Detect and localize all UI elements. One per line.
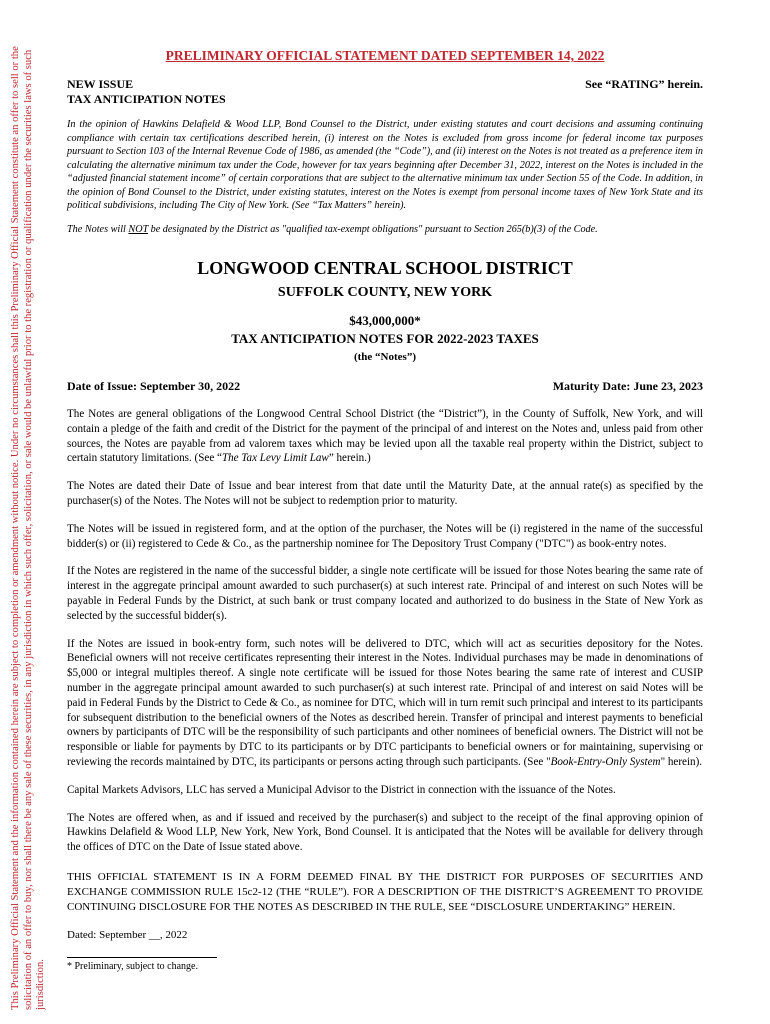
tax-opinion-paragraph: In the opinion of Hawkins Delafield & Wood LLP, Bond Counsel to the District, under existing statutes and court decisions and assuming continuing compliance with certain tax certifications described herein, (i) interest on the Notes is excluded from gross income for federal income tax purposes pursuant to Section 103 of the Internal Revenue Code of 1986, as amended (the “Code”), and (ii) interest on the Notes is not treated as a preference item in calculating the alternative minimum tax under the Code, however for tax years beginning after December 31, 2022, interest on the Notes is included in the “adjusted financial statement income” of certain corporations that are subject to the alternative minimum tax under Section 55 of the Code. In addition, in the opinion of Bond Counsel to the District, under existing statutes, interest on the Notes is exempt from personal income taxes of New York State and its political subdivisions, including The City of New York. (See “Tax Matters” herein).: [67, 119, 703, 211]
p1-italic: The Tax Levy Limit Law: [221, 452, 329, 465]
paragraph-book-entry: [67, 637, 703, 770]
issue-labels: [67, 77, 226, 106]
paragraph-certificate: If the Notes are registered in the name of the successful bidder, a single note certificate will be issued for those Notes bearing the same rate of interest in the aggregate principal amount awarded to such purchaser(s) at such interest rate. Principal of and interest on such Notes will be payable in Federal Funds by the District, at such bank or trust company located and authorized to do business in the State of New York as selected by the successful bidder(s).: [67, 565, 703, 622]
p1-text: The Notes are general obligations of the Longwood Central School District (the “District”), in the County of Suffolk, New York, and will contain a pledge of the faith and credit of the District for the payment of the principal of and interest on the Notes and, unless paid from other sources, the Notes are payable from ad valorem taxes which may be levied upon all the taxable real property within the District, subject to certain statutory limitations. (See “: [67, 408, 703, 465]
maturity-date: Maturity Date: June 23, 2023: [552, 379, 703, 393]
document-page: [67, 48, 703, 972]
paragraph-final-form: THIS OFFICIAL STATEMENT IS IN A FORM DEEMED FINAL BY THE DISTRICT FOR PURPOSES OF SECURITIES AND EXCHANGE COMMISSION RULE 15c2-12 (THE “RULE”). FOR A DESCRIPTION OF THE DISTRICT’S AGREEMENT TO PROVIDE CONTINUING DISCLOSURE FOR THE NOTES AS DESCRIBED IN THE RULE, SEE “DISCLOSURE UNDERTAKING” HEREIN.: [67, 870, 703, 913]
issue-row: [67, 77, 703, 106]
p5-text: If the Notes are issued in book-entry form, such notes will be delivered to DTC, which will act as securities depository for the Notes. Beneficial owners will not receive certificates representing their interest in the Notes. Individual purchases may be made in denominations of $5,000 or integral multiples thereof. A single note certificate will be issued for those Notes bearing the same rate of interest and CUSIP number in the aggregate principal amount awarded to such purchaser(s) at such interest rate. Principal of and interest on said Notes will be paid in Federal Funds by the District to Cede & Co., as nominee for DTC, which will in turn remit such principal and interest to its participants for subsequent distribution to the beneficial owners of the Notes as described herein. Transfer of principal and interest payments to beneficial owners by participants of DTC will be the responsibility of such participants and other nominees of beneficial owners. The District will not be responsible or liable for payments by DTC to its participants or by DTC participants to beneficial owners or for maintaining, supervising or reviewing the records maintained by DTC, its participants or persons acting through such participants. (See ": [67, 637, 703, 768]
p1-end: ” herein.): [328, 452, 371, 465]
paragraph-advisor: Capital Markets Advisors, LLC has served a Municipal Advisor to the District in connection with the issuance of the Notes.: [67, 783, 616, 796]
sidebar-disclaimer: [10, 0, 70, 1024]
rating-note: See “RATING” herein.: [585, 77, 703, 91]
footnote-rule: [67, 957, 217, 958]
footnote: * Preliminary, subject to change.: [67, 961, 198, 973]
paragraph-dated: The Notes are dated their Date of Issue and bear interest from that date until the Maturity Date, at the annual rate(s) as specified by the purchaser(s) of the Notes. The Notes will not be subject to redemption prior to maturity.: [67, 480, 703, 507]
county-title: SUFFOLK COUNTY, NEW YORK: [277, 285, 493, 300]
paragraph-obligations: [67, 407, 703, 466]
preliminary-heading: PRELIMINARY OFFICIAL STATEMENT DATED SEPTEMBER 14, 2022: [165, 48, 605, 63]
tax-notes-label: TAX ANTICIPATION NOTES: [67, 91, 226, 106]
new-issue-label: NEW ISSUE: [67, 77, 134, 91]
dates-row: [67, 379, 703, 394]
date-of-issue: Date of Issue: September 30, 2022: [67, 379, 241, 393]
issue-amount: $43,000,000*: [349, 313, 421, 328]
designation-not: NOT: [128, 223, 149, 235]
designation-pre: The Notes will: [67, 223, 129, 235]
district-title: LONGWOOD CENTRAL SCHOOL DISTRICT: [197, 258, 573, 278]
p5-italic: Book-Entry-Only System: [550, 755, 661, 768]
paragraph-registered: The Notes will be issued in registered form, and at the option of the purchaser, the Notes will be (i) registered in the name of the successful bidder(s) or (ii) registered to Cede & Co., as the partnership nominee for The Depository Trust Company ("DTC") as book-entry notes.: [67, 522, 703, 550]
sidebar-disclaimer-text: This Preliminary Official Statement and the information contained herein are subject to completion or amendment without notice. Under no circumstances shall this Preliminary Official Statement constitute an offer to sell or the solicitation of an offer to buy, nor shall there be any sale of these securities, in any jurisdiction in which such offer, solicitation, or sale would be unlawful prior to the registration or qualification under the securities laws of such jurisdiction.: [10, 46, 46, 1010]
notes-definition: (the “Notes”): [353, 351, 416, 363]
dated-line: Dated: September __, 2022: [67, 929, 188, 942]
notes-title: TAX ANTICIPATION NOTES FOR 2022-2023 TAXES: [231, 331, 539, 346]
paragraph-offering: The Notes are offered when, as and if issued and received by the purchaser(s) and subject to the receipt of the final approving opinion of Hawkins Delafield & Wood LLP, New York, New York, Bond Counsel. It is anticipated that the Notes will be available for delivery through the offices of DTC on the Date of Issue stated above.: [67, 811, 703, 854]
p5-end: " herein).: [660, 755, 703, 768]
designation-post: be designated by the District as "qualified tax-exempt obligations" pursuant to Section 265(b)(3) of the Code.: [148, 223, 598, 235]
designation-paragraph: [67, 223, 703, 237]
